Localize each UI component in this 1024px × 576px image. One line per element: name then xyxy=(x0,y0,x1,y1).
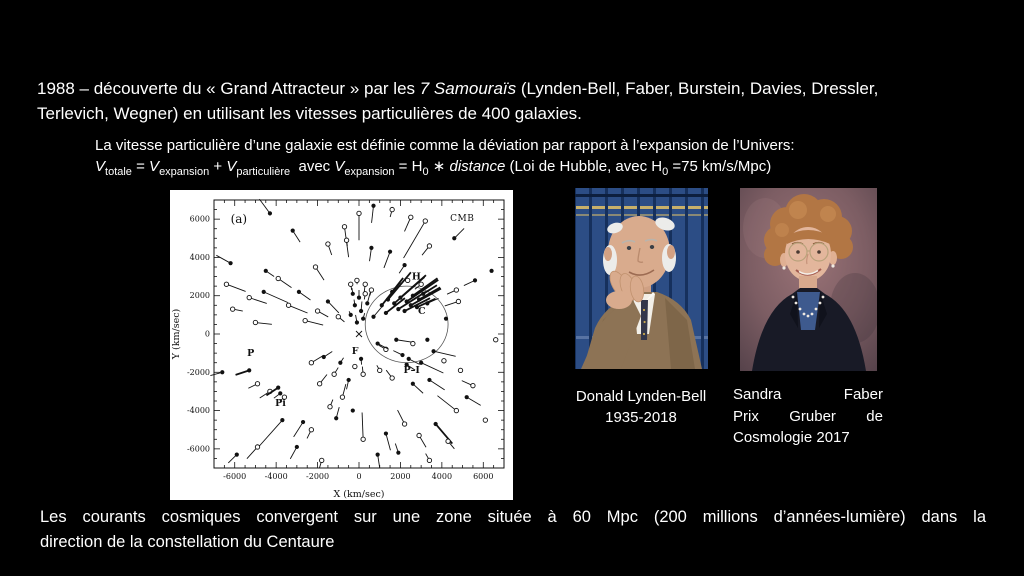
faber-photo xyxy=(740,188,877,371)
definition-block xyxy=(95,135,1005,183)
svg-text:P–I: P–I xyxy=(403,365,420,377)
velocity-figure-svg xyxy=(170,190,513,500)
svg-text:6000: 6000 xyxy=(473,472,494,481)
svg-text:-2000: -2000 xyxy=(186,367,210,377)
svg-text:CMB: CMB xyxy=(450,214,475,225)
svg-text:-6000: -6000 xyxy=(186,444,210,454)
svg-text:0: 0 xyxy=(204,329,210,339)
slide-title xyxy=(37,76,997,126)
svg-text:F: F xyxy=(351,346,359,358)
footer-line-2: direction de la constellation du Centaure xyxy=(40,533,335,551)
svg-text:4000: 4000 xyxy=(189,252,210,262)
footer-text xyxy=(40,505,986,555)
svg-text:Y (km/sec): Y (km/sec) xyxy=(171,308,182,360)
svg-text:-4000: -4000 xyxy=(264,472,288,481)
svg-text:Pi: Pi xyxy=(275,397,286,409)
title-line-2: Terlevich, Wegner) en utilisant les vitesses particulières de 400 galaxies. xyxy=(37,104,582,123)
lynden-bell-photo xyxy=(575,188,708,369)
footer-line-1: Les courants cosmiques convergent sur une zone située à 60 Mpc (200 millions d’années-lumière) dans la xyxy=(40,508,986,526)
title-line-1: 1988 – découverte du « Grand Attracteur » par les 7 Samouraïs (Lynden-Bell, Faber, Burstein, Davies, Dressler, xyxy=(37,79,879,98)
svg-text:0: 0 xyxy=(356,472,362,481)
title-italic-segment: 7 Samouraïs xyxy=(419,79,517,98)
svg-text:2000: 2000 xyxy=(390,472,411,481)
svg-text:(a): (a) xyxy=(230,211,248,226)
svg-text:6000: 6000 xyxy=(189,214,210,224)
faber-name: Sandra Faber xyxy=(733,386,883,403)
faber-prize-line-2: Cosmologie 2017 xyxy=(733,429,850,446)
faber-caption xyxy=(733,384,883,449)
lynden-bell-name: Donald Lynden-Bell xyxy=(575,388,707,405)
definition-sentence: La vitesse particulière d’une galaxie est définie comme la déviation par rapport à l’expansion de l’Univers: xyxy=(95,137,795,154)
svg-text:X (km/sec): X (km/sec) xyxy=(333,489,385,500)
svg-text:4000: 4000 xyxy=(431,472,453,481)
svg-text:H: H xyxy=(411,271,421,283)
lynden-bell-caption xyxy=(561,386,721,428)
svg-text:-2000: -2000 xyxy=(306,472,330,481)
svg-text:2000: 2000 xyxy=(189,291,210,301)
faber-prize-line-1: Prix Gruber de xyxy=(733,407,883,425)
velocity-figure xyxy=(170,190,513,500)
svg-text:P: P xyxy=(247,348,255,360)
svg-text:C: C xyxy=(418,305,426,317)
hubble-formula: $V_{totale} = V_{expansion} + V_{particulière}$ avec $V_{expansion} = H_0$ ∗ distance (Loi de Hubble, avec $H_0 =75$ km/s/Mpc) xyxy=(95,158,772,178)
svg-text:-6000: -6000 xyxy=(223,472,247,481)
svg-text:-4000: -4000 xyxy=(186,406,210,416)
lynden-bell-dates: 1935-2018 xyxy=(605,409,677,426)
